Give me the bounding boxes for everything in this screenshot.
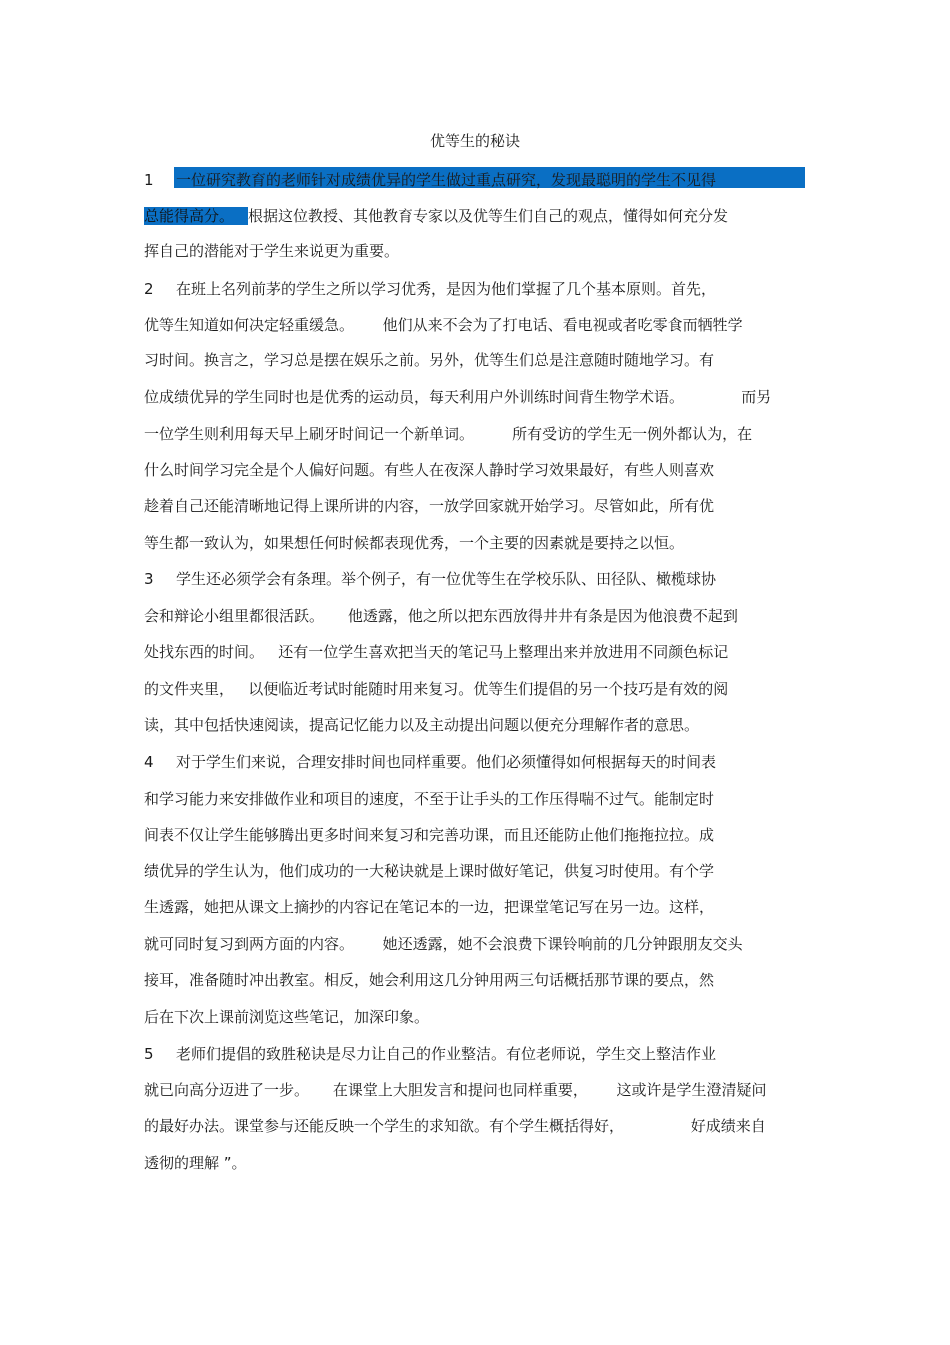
line-text: 在班上名列前茅的学生之所以学习优秀，是因为他们掌握了几个基本原则。首先， — [176, 280, 717, 298]
line-text: 什么时间学习完全是个人偏好问题。有些人在夜深人静时学习效果最好，有些人则喜欢 — [144, 461, 715, 479]
line-text: 透彻的理解 ”。 — [144, 1154, 247, 1172]
line-text: 对于学生们来说，合理安排时间也同样重要。他们必须懂得如何根据每天的时间表 — [176, 753, 717, 771]
line-text: 挥自己的潜能对于学生来说更为重要。 — [144, 242, 400, 260]
text-line — [144, 569, 716, 589]
text-line — [144, 897, 714, 917]
document-title: 优等生的秘诀 — [429, 132, 520, 150]
line-text: 优等生知道如何决定轻重缓急。 他们从来不会为了打电话、看电视或者吃零食而牺牲学 — [144, 316, 743, 334]
text-line — [144, 350, 714, 370]
line-text: 的文件夹里， 以便临近考试时能随时用来复习。优等生们提倡的另一个技巧是有效的阅 — [144, 680, 729, 698]
text-line — [144, 170, 716, 190]
text-line — [144, 934, 743, 954]
line-text: 就可同时复习到两方面的内容。 她还透露，她不会浪费下课铃响前的几分钟跟朋友交头 — [144, 935, 743, 953]
line-text: 处找东西的时间。 还有一位学生喜欢把当天的笔记马上整理出来并放进用不同颜色标记 — [144, 643, 729, 661]
text-line — [144, 1080, 766, 1100]
line-text: 习时间。换言之，学习总是摆在娱乐之前。另外，优等生们总是注意随时随地学习。有 — [144, 351, 715, 369]
line-text: 根据这位教授、其他教育专家以及优等生们自己的观点，懂得如何充分发 — [248, 207, 729, 225]
text-line — [144, 279, 716, 299]
line-text: 趁着自己还能清晰地记得上课所讲的内容，一放学回家就开始学习。尽管如此，所有优 — [144, 497, 715, 515]
text-line — [144, 789, 714, 809]
text-line — [144, 424, 752, 444]
text-line — [144, 1044, 716, 1064]
line-text: 读，其中包括快速阅读，提高记忆能力以及主动提出问题以便充分理解作者的意思。 — [144, 716, 700, 734]
text-line — [144, 1116, 766, 1136]
text-line — [144, 1153, 247, 1173]
paragraph-number: 1 — [144, 171, 154, 189]
line-text: 生透露，她把从课文上摘抄的内容记在笔记本的一边，把课堂笔记写在另一边。这样， — [144, 898, 715, 916]
highlighted-text: 总能得高分。 — [144, 207, 248, 225]
paragraph-number: 4 — [144, 753, 154, 771]
text-line — [144, 206, 728, 226]
line-text: 位成绩优异的学生同时也是优秀的运动员，每天利用户外训练时间背生物学术语。 而另 — [144, 388, 772, 406]
line-text: 和学习能力来安排做作业和项目的速度，不至于让手头的工作压得喘不过气。能制定时 — [144, 790, 715, 808]
line-text: 后在下次上课前浏览这些笔记，加深印象。 — [144, 1008, 430, 1026]
line-text: 会和辩论小组里都很活跃。 他透露，他之所以把东西放得井井有条是因为他浪费不起到 — [144, 607, 738, 625]
text-line — [144, 679, 728, 699]
text-line — [144, 970, 714, 990]
text-line — [144, 1007, 429, 1027]
text-line — [144, 752, 716, 772]
paragraph-number: 3 — [144, 570, 154, 588]
paragraph-number: 2 — [144, 280, 154, 298]
line-text: 接耳，准备随时冲出教室。相反，她会利用这几分钟用两三句话概括那节课的要点，然 — [144, 971, 715, 989]
text-line — [144, 315, 743, 335]
text-line — [144, 825, 714, 845]
paragraph-number: 5 — [144, 1045, 154, 1063]
line-text: 就已向高分迈进了一步。 在课堂上大胆发言和提问也同样重要， 这或许是学生澄清疑问 — [144, 1081, 767, 1099]
text-line — [144, 496, 714, 516]
line-text: 学生还必须学会有条理。举个例子，有一位优等生在学校乐队、田径队、橄榄球协 — [176, 570, 717, 588]
text-line — [144, 715, 699, 735]
text-line — [144, 460, 714, 480]
text-line — [144, 861, 714, 881]
line-text: 间表不仅让学生能够腾出更多时间来复习和完善功课，而且还能防止他们拖拖拉拉。成 — [144, 826, 715, 844]
text-line — [144, 642, 728, 662]
line-text: 老师们提倡的致胜秘诀是尽力让自己的作业整洁。有位老师说，学生交上整洁作业 — [176, 1045, 717, 1063]
text-line — [144, 241, 399, 261]
line-text: 绩优异的学生认为，他们成功的一大秘诀就是上课时做好笔记，供复习时使用。有个学 — [144, 862, 715, 880]
text-line — [144, 533, 684, 553]
text-line — [144, 606, 738, 626]
line-text: 一位学生则利用每天早上刷牙时间记一个新单词。 所有受访的学生无一例外都认为，在 — [144, 425, 753, 443]
line-text: 一位研究教育的老师针对成绩优异的学生做过重点研究，发现最聪明的学生不见得 — [176, 171, 717, 189]
line-text: 等生都一致认为，如果想任何时候都表现优秀，一个主要的因素就是要持之以恒。 — [144, 534, 685, 552]
line-text: 的最好办法。课堂参与还能反映一个学生的求知欲。有个学生概括得好， 好成绩来自 — [144, 1117, 766, 1135]
text-line — [144, 387, 771, 407]
